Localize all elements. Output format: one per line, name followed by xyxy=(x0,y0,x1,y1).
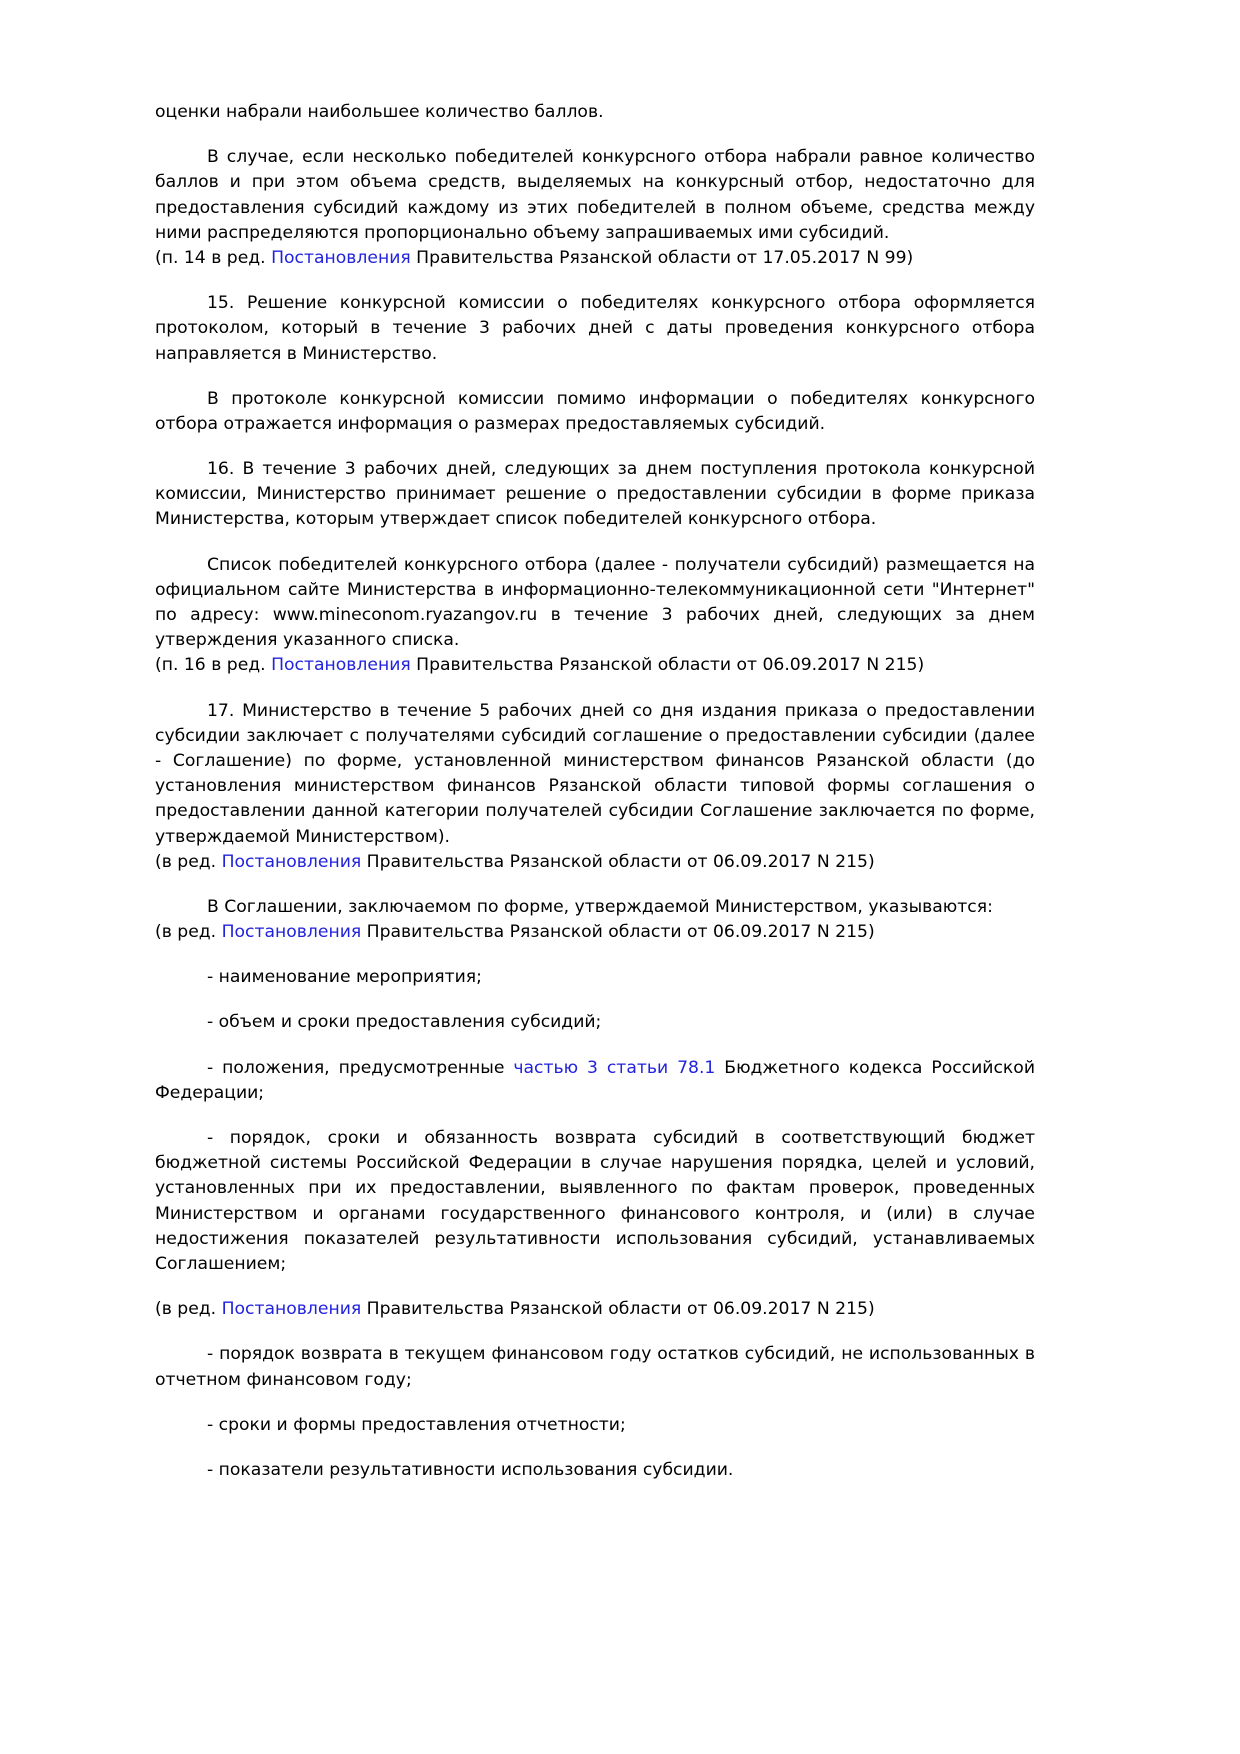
citation-link[interactable]: Постановления xyxy=(271,655,411,676)
document-body xyxy=(155,100,1035,1503)
list-item-performance-indicators: - показатели результативности использования субсидии. xyxy=(207,1459,734,1480)
list-item-reporting: - сроки и формы предоставления отчетности; xyxy=(207,1414,626,1435)
paragraph-protocol-information: В протоколе конкурсной комиссии помимо информации о победителях конкурсного отбора отражается информация о размерах предоставляемых субсидий. xyxy=(155,388,1035,434)
list-item-provisions xyxy=(155,1056,1035,1106)
list-item-volume-and-terms: - объем и сроки предоставления субсидий; xyxy=(207,1012,602,1033)
citation-suffix: Правительства Рязанской области от 06.09.2017 N 215) xyxy=(410,655,925,676)
paragraph-15: 15. Решение конкурсной комиссии о победителях конкурсного отбора оформляется протоколом, который в течение 3 рабочих дней с даты проведения конкурсного отбора направляется в Министерство. xyxy=(155,293,1035,364)
citation-link[interactable]: Постановления xyxy=(221,922,362,943)
citation-link[interactable]: Постановления xyxy=(271,247,411,268)
citation-suffix: Правительства Рязанской области от 06.09.2017 N 215) xyxy=(361,1299,875,1320)
budget-code-article-link[interactable]: частью 3 статьи 78.1 xyxy=(513,1057,716,1078)
paragraph-16: 16. В течение 3 рабочих дней, следующих за днем поступления протокола конкурсной комиссии, Министерство принимает решение о предоставлении субсидии в форме приказа Министерства, которым утверждает список победителей конкурсного отбора. xyxy=(155,459,1035,530)
citation-link[interactable]: Постановления xyxy=(221,851,362,872)
paragraph-list-publication xyxy=(155,553,1035,654)
citation-link[interactable]: Постановления xyxy=(221,1299,362,1320)
citation-prefix: (п. 16 в ред. xyxy=(155,655,272,676)
paragraph-equal-scores: В случае, если несколько победителей конкурсного отбора набрали равное количество баллов и при этом объема средств, выделяемых на конкурсный отбор, недостаточно для предоставления субсидий каждому из этих победителей в полном объеме, средства между ними распределяются пропорционально объему запрашиваемых ими субсидий. xyxy=(155,147,1035,243)
list-item-event-name: - наименование мероприятия; xyxy=(207,967,482,988)
citation-after-paragraph-17 xyxy=(155,850,1035,875)
list-item-remainder-return: - порядок возврата в текущем финансовом году остатков субсидий, не использованных в отчетном финансовом году; xyxy=(155,1344,1035,1390)
citation-paragraph-16 xyxy=(155,653,1035,678)
list-item-return-order: - порядок, сроки и обязанность возврата субсидий в соответствующий бюджет бюджетной системы Российской Федерации в случае нарушения порядка, целей и условий, установленных при их предоставлении, выявленного по фактам проверок, проведенных Министерством и органами государственного финансового контроля, и (или) в случае недостижения показателей результативности использования субсидий, устанавливаемых Соглашением; xyxy=(155,1128,1035,1274)
provisions-text-after-link: Бюджетного кодекса Российской Федерации; xyxy=(155,1057,1035,1103)
citation-suffix: Правительства Рязанской области от 17.05.2017 N 99) xyxy=(410,247,914,268)
citation-prefix: (в ред. xyxy=(155,922,222,943)
citation-after-agreement-intro xyxy=(155,920,1035,945)
ministry-website-url: www.mineconom.ryazangov.ru xyxy=(272,605,538,625)
citation-after-return-order xyxy=(155,1297,1035,1322)
publication-text-before-url: Список победителей конкурсного отбора (далее - получатели субсидий) размещается на официальном сайте Министерства в информационно-телекоммуникационной сети "Интернет" по адресу: xyxy=(155,554,1035,625)
citation-paragraph-14 xyxy=(155,246,1035,271)
paragraph-17: 17. Министерство в течение 5 рабочих дней со дня издания приказа о предоставлении субсидии заключает с получателями субсидий соглашение о предоставлении субсидии (далее - Соглашение) по форме, установленной министерством финансов Рязанской области (до установления министерством финансов Рязанской области типовой формы соглашения о предоставлении данной категории получателей субсидии Соглашение заключается по форме, утверждаемой Министерством). xyxy=(155,700,1035,847)
citation-suffix: Правительства Рязанской области от 06.09.2017 N 215) xyxy=(361,922,875,943)
paragraph-agreement-intro: В Соглашении, заключаемом по форме, утверждаемой Министерством, указываются: xyxy=(207,896,993,917)
provisions-text-before-link: - положения, предусмотренные xyxy=(207,1057,514,1078)
citation-suffix: Правительства Рязанской области от 06.09.2017 N 215) xyxy=(361,851,875,872)
citation-prefix: (п. 14 в ред. xyxy=(155,247,272,268)
citation-prefix: (в ред. xyxy=(155,851,222,872)
citation-prefix: (в ред. xyxy=(155,1299,222,1320)
publication-text-after-url: в течение 3 рабочих дней, следующих за днем утверждения указанного списка. xyxy=(155,605,1035,651)
paragraph-continuation: оценки набрали наибольшее количество баллов. xyxy=(155,102,604,122)
